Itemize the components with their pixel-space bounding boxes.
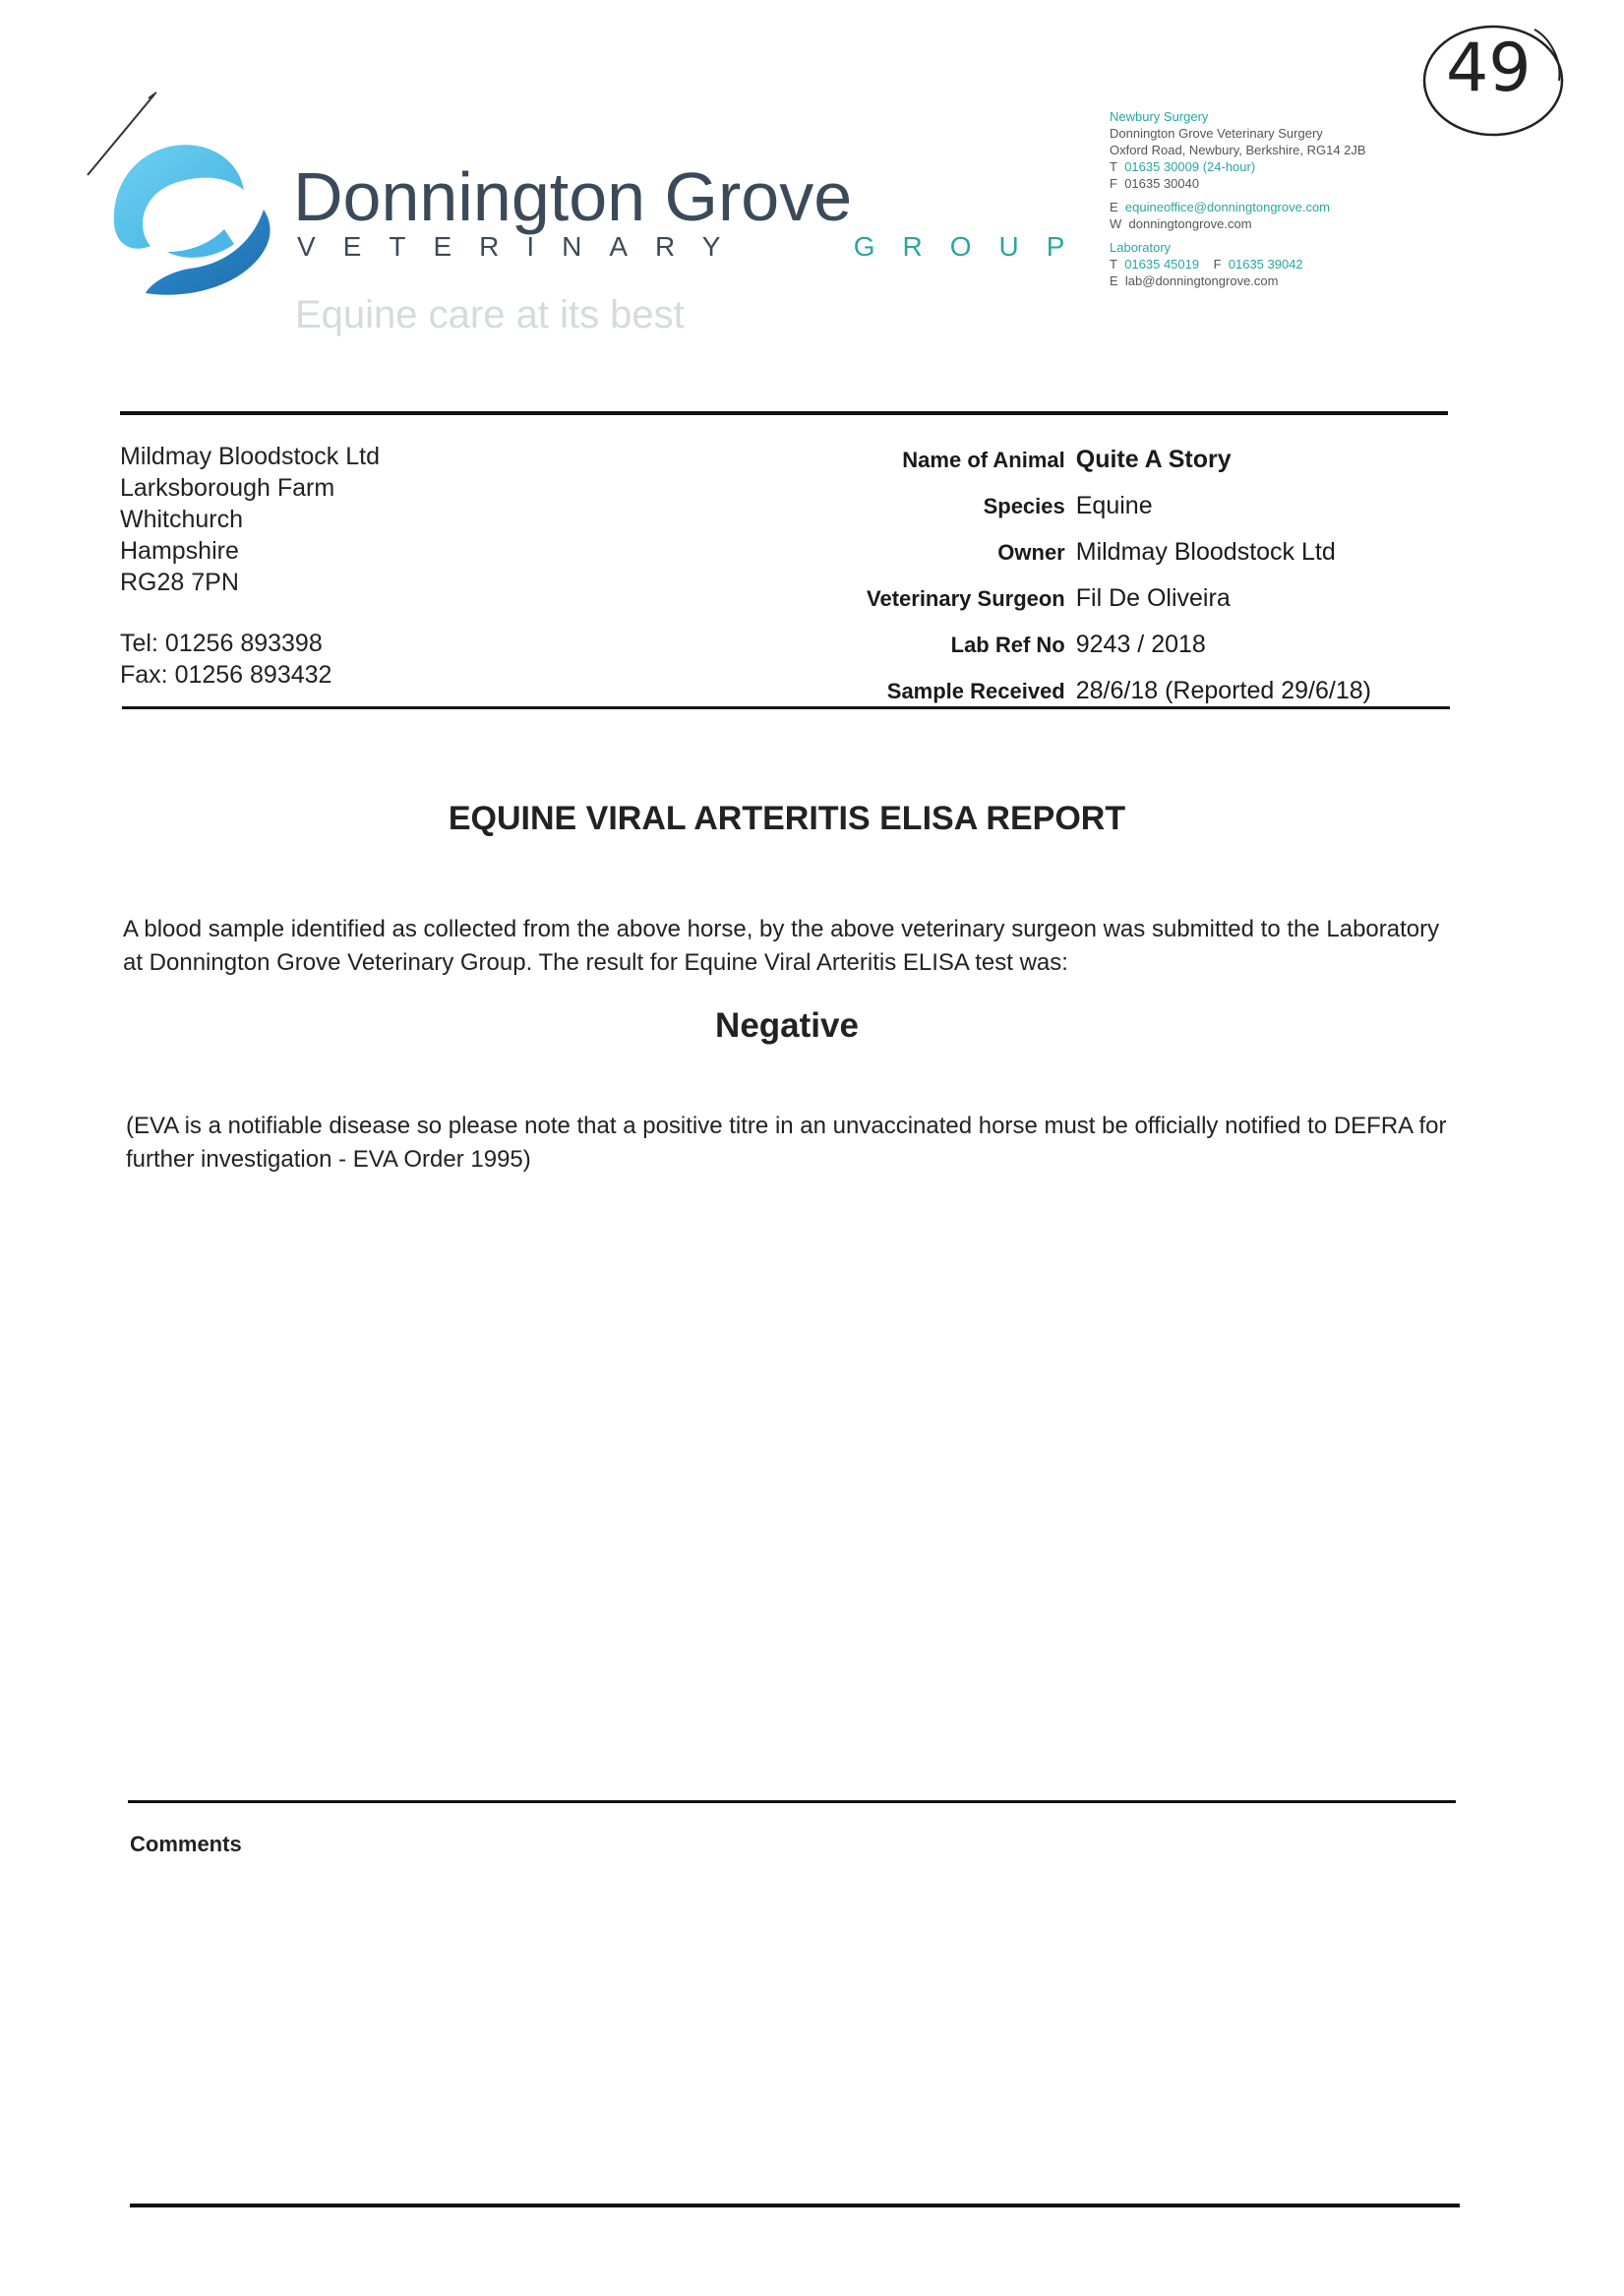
sample-value: 28/6/18 (Reported 29/6/18) — [1075, 677, 1371, 704]
details-divider — [122, 706, 1450, 709]
page-number: 49 — [1446, 30, 1532, 107]
email-prefix: E — [1110, 200, 1118, 214]
report-intro: A blood sample identified as collected from the above horse, by the above veterinary surgeon was submitted to the Laboratory at Donnington Grove Veterinary Group. The result for Equine Viral Arteritis ELISA test was: — [123, 916, 1440, 976]
lab-email-prefix: E — [1110, 273, 1118, 288]
test-result: Negative — [715, 1006, 859, 1045]
detail-label: Name of Animal — [902, 448, 1065, 472]
logo-icon — [106, 136, 273, 298]
report-title: EQUINE VIRAL ARTERITIS ELISA REPORT — [448, 800, 1126, 837]
detail-row — [866, 483, 1372, 529]
lab-label: Laboratory — [1110, 240, 1172, 255]
contact-block — [1110, 108, 1464, 289]
address-line: RG28 7PN — [120, 569, 239, 596]
brand-subtitle — [297, 231, 1092, 263]
address-line: Whitchurch — [120, 506, 244, 533]
surgery-fax: 01635 30040 — [1124, 176, 1200, 191]
detail-label: Owner — [997, 540, 1065, 565]
labref-value: 9243 / 2018 — [1075, 631, 1206, 658]
client-phones — [120, 628, 331, 691]
species-value: Equine — [1075, 492, 1153, 519]
lab-fax-prefix: F — [1213, 257, 1222, 272]
address-line: Larksborough Farm — [120, 474, 335, 502]
animal-details — [866, 437, 1372, 714]
header-divider — [120, 411, 1448, 415]
owner-value: Mildmay Bloodstock Ltd — [1075, 538, 1336, 566]
address-line: Mildmay Bloodstock Ltd — [120, 443, 381, 470]
brand-tagline: Equine care at its best — [295, 293, 685, 336]
detail-label: Lab Ref No — [950, 633, 1065, 657]
client-tel: Tel: 01256 893398 — [120, 630, 323, 657]
brand-name: Donnington Grove — [293, 158, 853, 235]
fax-prefix: F — [1110, 176, 1117, 191]
vet-value: Fil De Oliveira — [1075, 584, 1231, 612]
surgery-address: Oxford Road, Newbury, Berkshire, RG14 2JB — [1110, 143, 1366, 157]
lab-tel: 01635 45019 — [1124, 257, 1200, 272]
report-note: (EVA is a notifiable disease so please note that a positive titre in an unvaccinated horse must be officially notified to DEFRA for further investigation - EVA Order 1995) — [126, 1113, 1447, 1173]
footer-divider — [130, 2204, 1460, 2207]
detail-row — [866, 622, 1372, 668]
address-line: Hampshire — [120, 537, 239, 565]
lab-tel-prefix: T — [1110, 257, 1117, 272]
animal-name: Quite A Story — [1075, 446, 1232, 473]
brand-subtitle-right: GROUP — [853, 231, 1093, 262]
surgery-tel: 01635 30009 (24-hour) — [1124, 159, 1256, 174]
client-fax: Fax: 01256 893432 — [120, 661, 332, 689]
surgery-web: donningtongrove.com — [1128, 216, 1252, 231]
surgery-email: equineoffice@donningtongrove.com — [1124, 200, 1331, 214]
surgery-name: Donnington Grove Veterinary Surgery — [1110, 126, 1323, 141]
lab-fax: 01635 39042 — [1228, 257, 1303, 272]
comments-label: Comments — [130, 1832, 242, 1856]
detail-row — [866, 437, 1372, 483]
web-prefix: W — [1110, 216, 1122, 231]
tel-prefix: T — [1110, 159, 1117, 174]
client-address — [120, 441, 380, 598]
surgery-label: Newbury Surgery — [1110, 109, 1209, 124]
lab-email: lab@donningtongrove.com — [1124, 273, 1279, 288]
detail-row — [866, 575, 1372, 622]
brand-subtitle-left: VETERINARY — [297, 231, 749, 262]
detail-label: Veterinary Surgeon — [867, 586, 1065, 611]
detail-label: Species — [983, 494, 1065, 518]
detail-row — [866, 529, 1372, 575]
detail-label: Sample Received — [886, 679, 1065, 703]
comments-divider — [128, 1800, 1456, 1803]
